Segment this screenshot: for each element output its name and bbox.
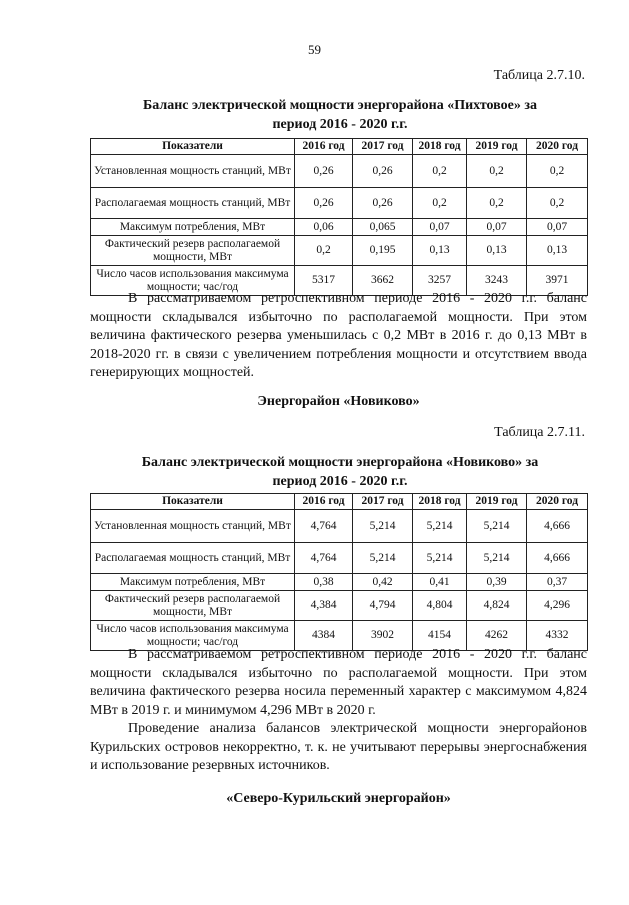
table-cell: 0,2 <box>413 188 467 219</box>
column-header: 2017 год <box>353 494 413 510</box>
column-header: Показатели <box>91 494 295 510</box>
power-balance-table-novikovo <box>90 493 588 651</box>
column-header: Показатели <box>91 139 295 155</box>
table-cell: 0,39 <box>467 574 527 591</box>
table-cell: 5,214 <box>413 510 467 543</box>
table-cell: 0,07 <box>527 219 588 236</box>
column-header: 2016 год <box>295 494 353 510</box>
table-cell: 5,214 <box>353 510 413 543</box>
row-label: Максимум потребления, МВт <box>91 574 295 591</box>
table-cell: 3243 <box>467 266 527 296</box>
table-label: Таблица 2.7.11. <box>494 425 585 440</box>
table-cell: 0,37 <box>527 574 588 591</box>
row-label: Число часов использования максимума мощности; час/год <box>91 621 295 651</box>
paragraph <box>90 646 587 776</box>
table-cell: 4,666 <box>527 510 588 543</box>
column-header: 2020 год <box>527 139 588 155</box>
table-cell: 5,214 <box>413 543 467 574</box>
column-header: 2020 год <box>527 494 588 510</box>
row-label: Установленная мощность станций, МВт <box>91 155 295 188</box>
table-cell: 4262 <box>467 621 527 651</box>
table-cell: 0,065 <box>353 219 413 236</box>
column-header: 2019 год <box>467 494 527 510</box>
table-row <box>91 155 588 188</box>
table-cell: 4,764 <box>295 510 353 543</box>
table-cell: 4154 <box>413 621 467 651</box>
table-cell: 0,2 <box>295 236 353 266</box>
table-cell: 4384 <box>295 621 353 651</box>
table-cell: 0,13 <box>413 236 467 266</box>
table-cell: 4,804 <box>413 591 467 621</box>
table-cell: 3902 <box>353 621 413 651</box>
column-header: 2016 год <box>295 139 353 155</box>
table-cell: 0,07 <box>467 219 527 236</box>
table-cell: 4,666 <box>527 543 588 574</box>
table-cell: 4,824 <box>467 591 527 621</box>
table-cell: 0,41 <box>413 574 467 591</box>
column-header: 2018 год <box>413 494 467 510</box>
table-row <box>91 574 588 591</box>
table-cell: 0,07 <box>413 219 467 236</box>
table-cell: 0,38 <box>295 574 353 591</box>
table-caption-line: период 2016 - 2020 г.г. <box>272 474 408 489</box>
table-cell: 0,195 <box>353 236 413 266</box>
section-heading: Энергорайон «Новиково» <box>257 394 420 409</box>
table-cell: 5317 <box>295 266 353 296</box>
table-cell: 5,214 <box>467 510 527 543</box>
table-cell: 0,2 <box>527 188 588 219</box>
row-label: Максимум потребления, МВт <box>91 219 295 236</box>
column-header: 2017 год <box>353 139 413 155</box>
row-label: Располагаемая мощность станций, МВт <box>91 543 295 574</box>
table-caption-line: Баланс электрической мощности энергорайона «Пихтовое» за <box>143 98 537 113</box>
table-cell: 0,26 <box>353 188 413 219</box>
table-cell: 4,764 <box>295 543 353 574</box>
table-cell: 5,214 <box>467 543 527 574</box>
table-cell: 0,2 <box>413 155 467 188</box>
table-cell: 0,42 <box>353 574 413 591</box>
table-cell: 0,2 <box>527 155 588 188</box>
table-caption <box>90 453 590 491</box>
table-cell: 5,214 <box>353 543 413 574</box>
table-header-row <box>91 139 588 155</box>
table-cell: 3662 <box>353 266 413 296</box>
table-caption-line: период 2016 - 2020 г.г. <box>272 117 408 132</box>
paragraph-text: В рассматриваемом ретроспективном периоде 2016 - 2020 г.г. баланс мощности складывался избыточно по располагаемой мощности. При этом величина фактического резерва носила переменный характер с максимумом 4,824 МВт в 2019 г. и минимумом 4,296 МВт в 2020 г. <box>90 647 587 718</box>
row-label: Число часов использования максимума мощности; час/год <box>91 266 295 296</box>
table-caption <box>90 96 590 134</box>
row-label: Фактический резерв располагаемой мощности, МВт <box>91 591 295 621</box>
table-cell: 3971 <box>527 266 588 296</box>
table-cell: 0,26 <box>295 155 353 188</box>
row-label: Фактический резерв располагаемой мощности, МВт <box>91 236 295 266</box>
table-cell: 0,2 <box>467 155 527 188</box>
table-cell: 0,2 <box>467 188 527 219</box>
table-row <box>91 188 588 219</box>
table-row <box>91 236 588 266</box>
table-row <box>91 219 588 236</box>
table-row <box>91 510 588 543</box>
section-heading: «Северо-Курильский энергорайон» <box>226 791 451 806</box>
table-cell: 0,06 <box>295 219 353 236</box>
paragraph <box>90 290 587 383</box>
table-cell: 0,26 <box>353 155 413 188</box>
table-cell: 0,13 <box>467 236 527 266</box>
column-header: 2018 год <box>413 139 467 155</box>
column-header: 2019 год <box>467 139 527 155</box>
power-balance-table-pikhtovoe <box>90 138 588 296</box>
table-cell: 4,296 <box>527 591 588 621</box>
page-number: 59 <box>308 42 321 57</box>
table-row <box>91 543 588 574</box>
table-label: Таблица 2.7.10. <box>493 68 585 83</box>
table-header-row <box>91 494 588 510</box>
table-cell: 4,794 <box>353 591 413 621</box>
table-caption-line: Баланс электрической мощности энергорайона «Новиково» за <box>141 455 539 470</box>
paragraph-text: В рассматриваемом ретроспективном периоде 2016 - 2020 г.г. баланс мощности складывался избыточно по располагаемой мощности. При этом величина фактического резерва уменьшилась с 0,2 МВт в 2016 г. до 0,13 МВт в 2018-2020 гг. в связи с увеличением потребления мощности и отсутствием ввода генерирующих мощностей. <box>90 291 587 380</box>
table-cell: 4332 <box>527 621 588 651</box>
row-label: Располагаемая мощность станций, МВт <box>91 188 295 219</box>
table-cell: 3257 <box>413 266 467 296</box>
paragraph-text: Проведение анализа балансов электрической мощности энергорайонов Курильских островов некорректно, т. к. не учитывают перерывы энергоснабжения и использование резервных источников. <box>90 721 587 773</box>
row-label: Установленная мощность станций, МВт <box>91 510 295 543</box>
table-cell: 0,26 <box>295 188 353 219</box>
table-cell: 4,384 <box>295 591 353 621</box>
table-row <box>91 591 588 621</box>
table-cell: 0,13 <box>527 236 588 266</box>
